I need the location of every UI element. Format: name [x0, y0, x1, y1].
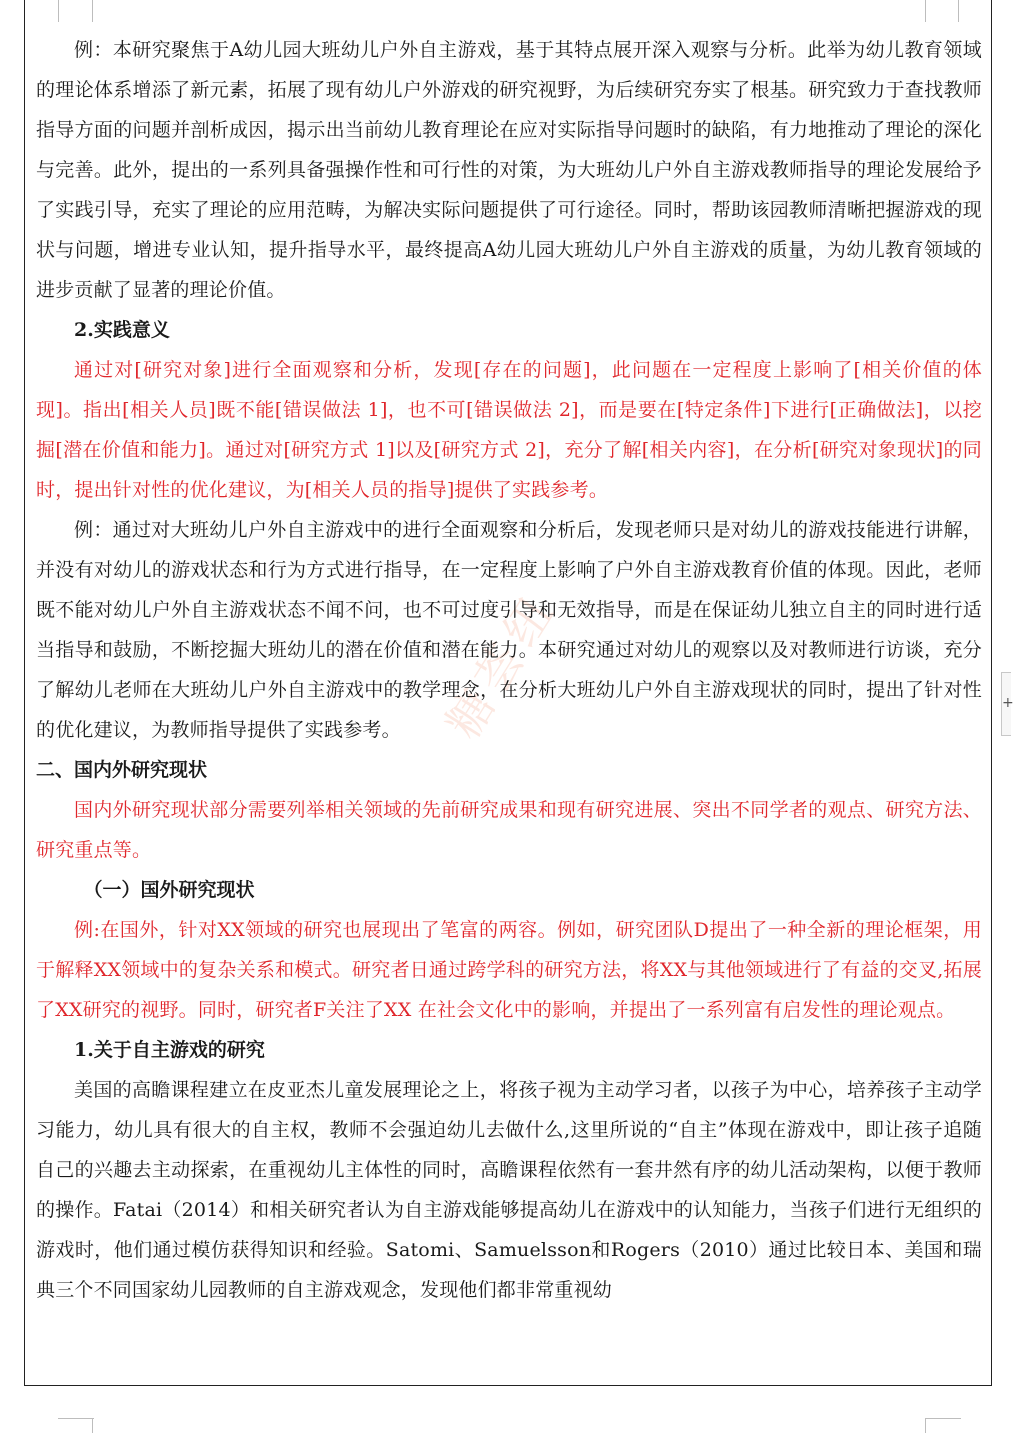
- paragraph-autonomous-play: 美国的高瞻课程建立在皮亚杰儿童发展理论之上，将孩子视为主动学习者，以孩子为中心，培养孩子主动学习能力，幼儿具有很大的自主权，教师不会强迫幼儿去做什么,这里所说的“自主”体现在游戏中，即让孩子追随自己的兴趣去主动探索，在重视幼儿主体性的同时，高瞻课程依然有一套井然有序的幼儿活动架构，以便于教师的操作。Fatai（2014）和相关研究者认为自主游戏能够提高幼儿在游戏中的认知能力，当孩子们进行无组织的游戏时，他们通过模仿获得知识和经验。Satomi、Samuelsson和Rogers（2010）通过比较日本、美国和瑞典三个不同国家幼儿园教师的自主游戏观念，发现他们都非常重视幼: [36, 1079, 982, 1301]
- paragraph-template-practical: 通过对[研究对象]进行全面观察和分析，发现[存在的问题]，此问题在一定程度上影响了[相关价值的体现]。指出[相关人员]既不能[错误做法 1]，也不可[错误做法 2]，而是要在[特定条件]下进行[正确做法]，以挖掘[潜在价值和能力]。通过对[研究方式 1]以及[研究方式 2]，充分了解[相关内容]，在分析[研究对象现状]的同时，提出针对性的优化建议，为[相关人员的指导]提供了实践参考。: [36, 359, 982, 501]
- plus-icon: +: [1002, 695, 1014, 711]
- crop-mark: [58, 1418, 94, 1419]
- heading-practical-significance: 2.实践意义: [74, 319, 170, 341]
- paragraph-example-practical: 例：通过对大班幼儿户外自主游戏中的进行全面观察和分析后，发现老师只是对幼儿的游戏技能进行讲解，并没有对幼儿的游戏状态和行为方式进行指导，在一定程度上影响了户外自主游戏教育价值的体现。因此，老师既不能对幼儿户外自主游戏状态不闻不问，也不可过度引导和无效指导，而是在保证幼儿独立自主的同时进行适当指导和鼓励，不断挖掘大班幼儿的潜在价值和潜在能力。本研究通过对幼儿的观察以及对教师进行访谈，充分了解幼儿老师在大班幼儿户外自主游戏中的教学理念，在分析大班幼儿户外自主游戏现状的同时，提出了针对性的优化建议，为教师指导提供了实践参考。: [36, 519, 982, 741]
- document-body: [36, 30, 982, 1310]
- heading-research-status: 二、国内外研究现状: [36, 759, 208, 781]
- heading-foreign-status: （一）国外研究现状: [83, 879, 255, 901]
- watermark: 糖荟纽: [435, 581, 568, 748]
- heading-autonomous-play: 1.关于自主游戏的研究: [74, 1039, 265, 1061]
- crop-mark: [92, 1418, 93, 1433]
- crop-mark: [925, 1418, 961, 1419]
- paragraph-example-theory: 例：本研究聚焦于A幼儿园大班幼儿户外自主游戏，基于其特点展开深入观察与分析。此举为幼儿教育领域的理论体系增添了新元素，拓展了现有幼儿户外游戏的研究视野，为后续研究夯实了根基。研究致力于查找教师指导方面的问题并剖析成因，揭示出当前幼儿教育理论在应对实际指导问题时的缺陷，有力地推动了理论的深化与完善。此外，提出的一系列具备强操作性和可行性的对策，为大班幼儿户外自主游戏教师指导的理论发展给予了实践引导，充实了理论的应用范畴，为解决实际问题提供了可行途径。同时，帮助该园教师清晰把握游戏的现状与问题，增进专业认知，提升指导水平，最终提高A幼儿园大班幼儿户外自主游戏的质量，为幼儿教育领域的进步贡献了显著的理论价值。: [36, 39, 982, 301]
- paragraph-template-status: 国内外研究现状部分需要列举相关领域的先前研究成果和现有研究进展、突出不同学者的观点、研究方法、研究重点等。: [36, 799, 982, 861]
- paragraph-template-foreign: 例:在国外，针对XX领域的研究也展现出了笔富的两容。例如，研究团队D提出了一种全新的理论框架，用于解释XX领域中的复杂关系和模式。研究者日通过跨学科的研究方法，将XX与其他领域进行了有益的交叉,拓展了XX研究的视野。同时，研究者F关注了XX 在社会文化中的影响，并提出了一系列富有启发性的理论观点。: [36, 919, 982, 1021]
- side-panel-tab[interactable]: [1001, 672, 1014, 736]
- crop-mark: [925, 1418, 926, 1433]
